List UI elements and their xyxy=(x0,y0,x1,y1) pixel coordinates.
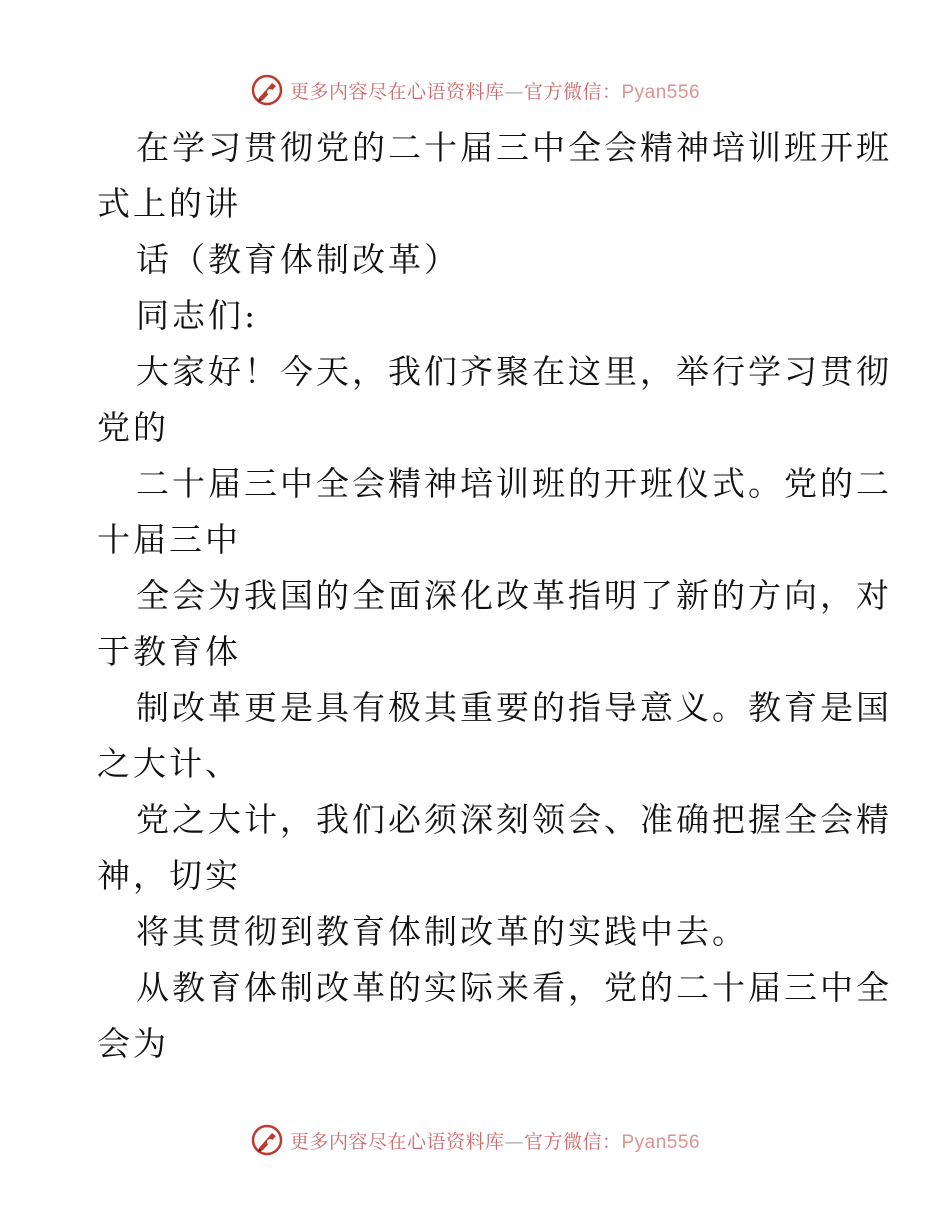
text-line: 于教育体 xyxy=(97,632,241,671)
text-line: 式上的讲 xyxy=(97,184,241,223)
text-line: 话（教育体制改革） xyxy=(136,240,460,279)
text-line: 从教育体制改革的实际来看，党的二十届三中全 xyxy=(136,968,892,1007)
watermark-text: 更多内容尽在心语资料库—官方微信：Pyan556 xyxy=(289,80,701,103)
text-line: 二十届三中全会精神培训班的开班仪式。党的二 xyxy=(136,464,892,503)
text-line: 之大计、 xyxy=(97,744,241,783)
footer-watermark xyxy=(0,1120,950,1160)
text-line: 党之大计，我们必须深刻领会、准确把握全会精 xyxy=(136,800,892,839)
header-watermark xyxy=(0,70,950,110)
text-line: 十届三中 xyxy=(97,520,241,559)
pen-logo-icon xyxy=(250,73,284,107)
text-line: 在学习贯彻党的二十届三中全会精神培训班开班 xyxy=(136,128,892,167)
document-body xyxy=(97,120,892,1072)
pen-logo-icon xyxy=(250,1123,284,1157)
text-line: 制改革更是具有极其重要的指导意义。教育是国 xyxy=(136,688,892,727)
text-line: 全会为我国的全面深化改革指明了新的方向，对 xyxy=(136,576,892,615)
text-line: 会为 xyxy=(97,1024,169,1063)
text-line: 党的 xyxy=(97,408,169,447)
text-line: 将其贯彻到教育体制改革的实践中去。 xyxy=(136,912,748,951)
watermark-text: 更多内容尽在心语资料库—官方微信：Pyan556 xyxy=(289,1130,701,1153)
text-line: 神，切实 xyxy=(97,856,241,895)
text-line: 大家好！今天，我们齐聚在这里，举行学习贯彻 xyxy=(136,352,892,391)
text-line: 同志们: xyxy=(136,296,259,335)
